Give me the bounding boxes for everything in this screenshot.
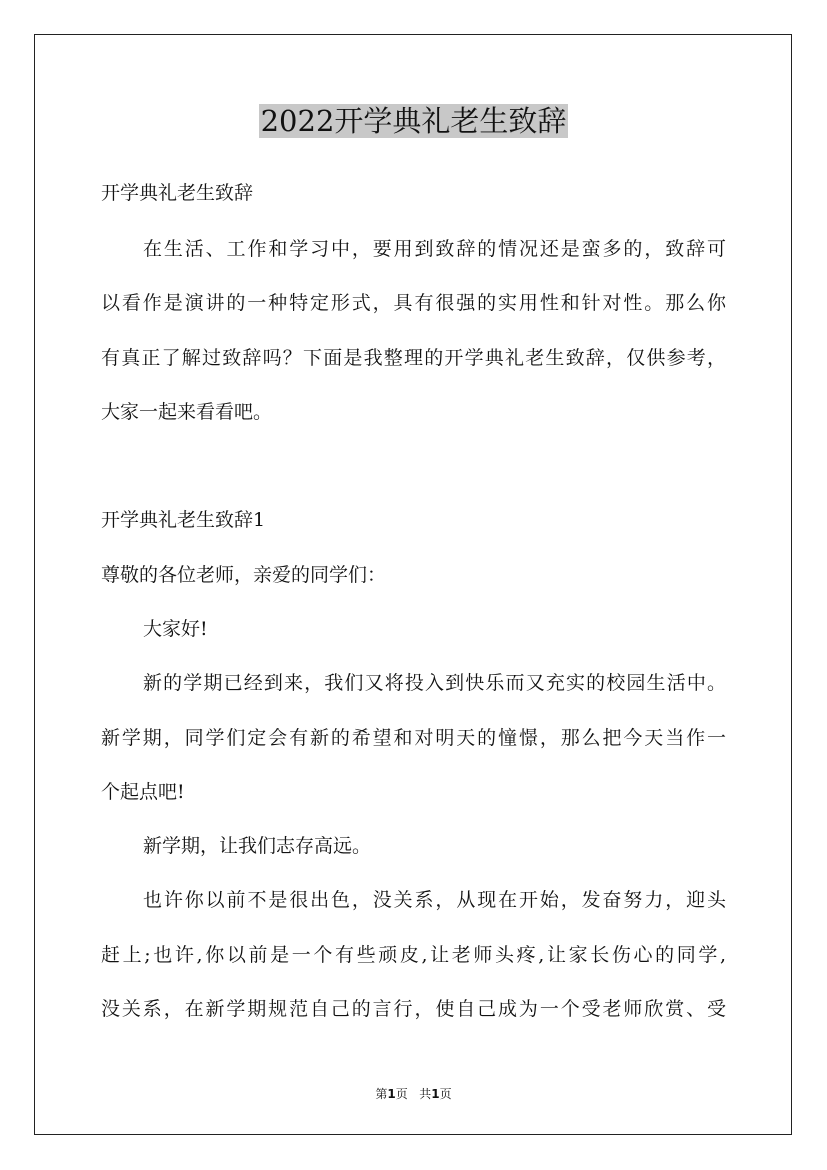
page-footer xyxy=(0,1085,827,1102)
page-number: 1 xyxy=(387,1087,396,1101)
paragraph-line: 在生活、工作和学习中，要用到致辞的情况还是蛮多的，致辞可 xyxy=(143,238,726,260)
section-heading: 开学典礼老生致辞 xyxy=(101,182,254,204)
document-title-text: 2022开学典礼老生致辞 xyxy=(260,104,567,138)
paragraph-line: 有真正了解过致辞吗？下面是我整理的开学典礼老生致辞，仅供参考， xyxy=(101,347,726,369)
paragraph-line: 新的学期已经到来，我们又将投入到快乐而又充实的校园生活中。 xyxy=(143,672,726,694)
total-suffix: 页 xyxy=(439,1087,452,1101)
paragraph-line: 个起点吧! xyxy=(101,781,185,803)
total-pages: 1 xyxy=(431,1087,440,1101)
paragraph-line: 新学期，同学们定会有新的希望和对明天的憧憬，那么把今天当作一 xyxy=(101,727,726,749)
paragraph-line: 也许你以前不是很出色，没关系，从现在开始，发奋努力，迎头 xyxy=(143,889,726,911)
paragraph-line: 没关系，在新学期规范自己的言行，使自己成为一个受老师欣赏、受 xyxy=(101,998,726,1020)
total-prefix: 共 xyxy=(419,1087,432,1101)
paragraph-line: 大家一起来看看吧。 xyxy=(101,401,273,423)
greeting: 大家好! xyxy=(143,618,208,640)
paragraph-line: 以看作是演讲的一种特定形式，具有很强的实用性和针对性。那么你 xyxy=(101,292,726,314)
paragraph-line: 新学期，让我们志存高远。 xyxy=(143,835,372,857)
document-title xyxy=(0,100,827,142)
section-heading: 开学典礼老生致辞1 xyxy=(101,509,266,531)
page-prefix: 第 xyxy=(375,1087,388,1101)
salutation: 尊敬的各位老师，亲爱的同学们： xyxy=(101,564,387,586)
paragraph-line: 赶上;也许,你以前是一个有些顽皮,让老师头疼,让家长伤心的同学, xyxy=(101,944,726,966)
page-suffix: 页 xyxy=(395,1087,408,1101)
